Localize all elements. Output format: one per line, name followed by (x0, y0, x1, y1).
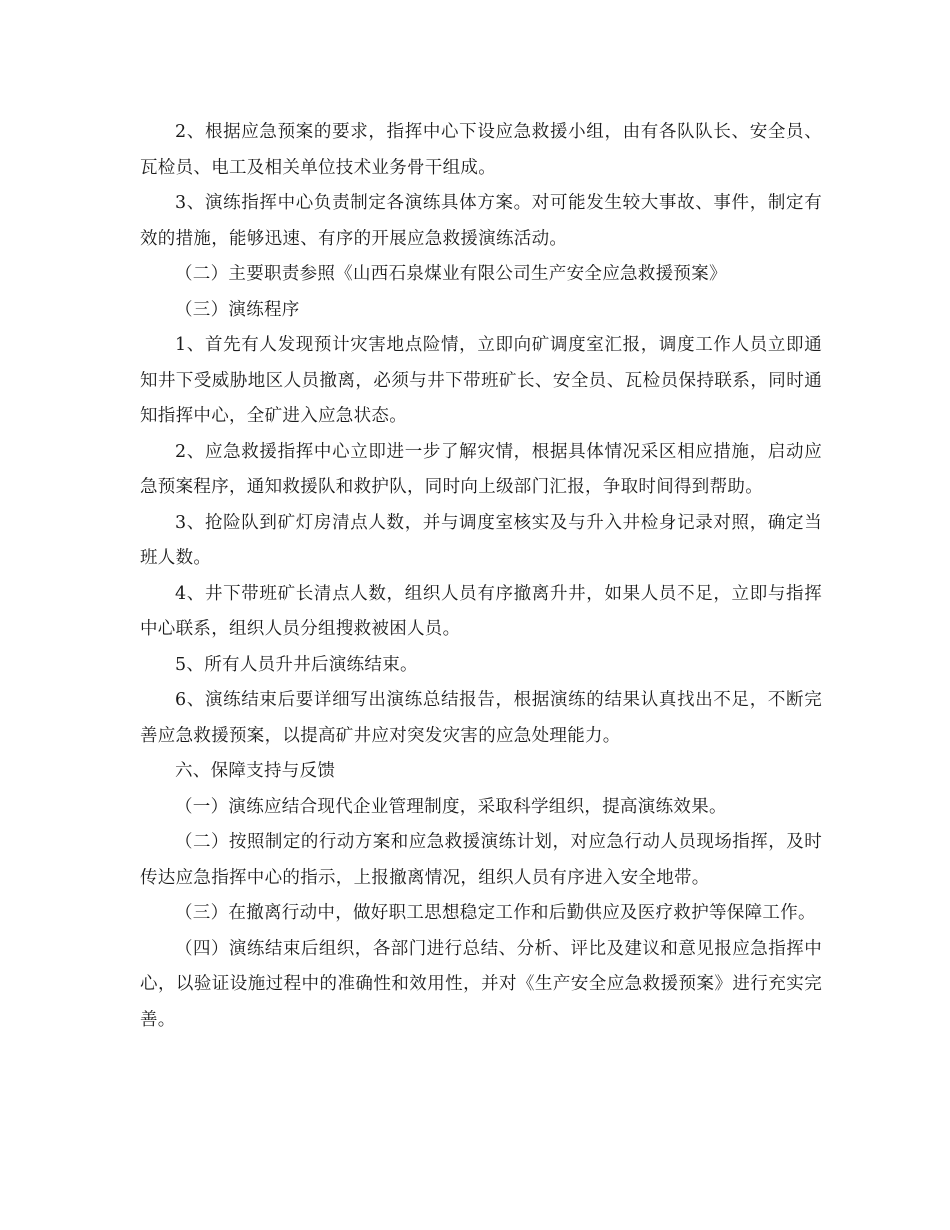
paragraph-12: （一）演练应结合现代企业管理制度，采取科学组织，提高演练效果。 (175, 796, 727, 817)
paragraph-2: 3、演练指挥中心负责制定各演练具体方案。对可能发生较大事故、事件，制定有效的措施，能够迅速、有序的开展应急救援演练活动。 (140, 193, 822, 249)
paragraph-1: 2、根据应急预案的要求，指挥中心下设应急救援小组，由有各队队长、安全员、瓦检员、电工及相关单位技术业务骨干组成。 (140, 122, 822, 178)
paragraph-4: （三）演练程序 (175, 299, 300, 320)
paragraph-14: （三）在撤离行动中，做好职工思想稳定工作和后勤供应及医疗救护等保障工作。 (175, 903, 816, 923)
paragraph-13: （二）按照制定的行动方案和应急救援演练计划，对应急行动人员现场指挥，及时传达应急指挥中心的指示，上报撤离情况，组织人员有序进入安全地带。 (140, 832, 822, 888)
document-body (140, 115, 822, 1038)
paragraph-3: （二）主要职责参照《山西石泉煤业有限公司生产安全应急救援预案》 (175, 264, 727, 284)
paragraph-7: 3、抢险队到矿灯房清点人数，并与调度室核实及与升入井检身记录对照，确定当班人数。 (140, 512, 822, 568)
section-heading: 六、保障支持与反馈 (175, 761, 336, 781)
paragraph-6: 2、应急救援指挥中心立即进一步了解灾情，根据具体情况采区相应措施，启动应急预案程序，通知救援队和救护队，同时向上级部门汇报，争取时间得到帮助。 (140, 441, 822, 497)
paragraph-10: 6、演练结束后要详细写出演练总结报告，根据演练的结果认真找出不足，不断完善应急救援预案，以提高矿井应对突发灾害的应急处理能力。 (140, 690, 822, 746)
paragraph-8: 4、井下带班矿长清点人数，组织人员有序撤离升井，如果人员不足，立即与指挥中心联系，组织人员分组搜救被困人员。 (140, 583, 822, 639)
paragraph-15: （四）演练结束后组织，各部门进行总结、分析、评比及建议和意见报应急指挥中心，以验证设施过程中的准确性和效用性，并对《生产安全应急救援预案》进行充实完善。 (140, 938, 822, 1030)
paragraph-9: 5、所有人员升井后演练结束。 (175, 654, 418, 675)
paragraph-5: 1、首先有人发现预计灾害地点险情，立即向矿调度室汇报，调度工作人员立即通知井下受威胁地区人员撤离，必须与井下带班矿长、安全员、瓦检员保持联系，同时通知指挥中心，全矿进入应急状态。 (140, 335, 822, 426)
